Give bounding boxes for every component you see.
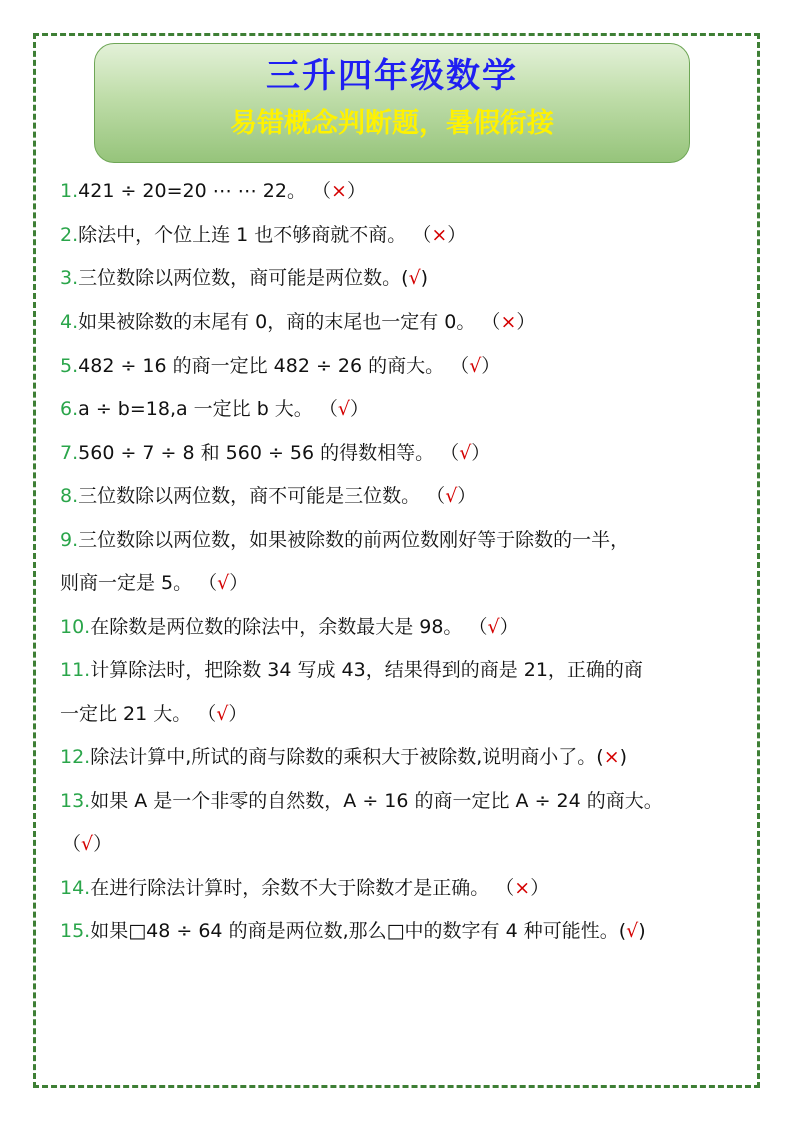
question-8 xyxy=(60,483,476,509)
question-text: 482 ÷ 16 的商一定比 482 ÷ 26 的商大。 （ xyxy=(78,355,470,377)
question-13-continued xyxy=(62,831,112,857)
question-10 xyxy=(60,614,519,640)
check-mark-answer: √ xyxy=(337,398,350,420)
closing-bracket: ） xyxy=(457,485,477,507)
question-text: 在除数是两位数的除法中，余数最大是 98。 （ xyxy=(90,616,488,638)
closing-bracket: ) xyxy=(619,746,628,768)
question-2 xyxy=(60,222,466,248)
cross-mark-answer: × xyxy=(500,311,517,333)
check-mark-answer: √ xyxy=(626,920,639,942)
question-1 xyxy=(60,178,366,204)
question-number: 12. xyxy=(60,746,91,768)
question-text: 在进行除法计算时，余数不大于除数才是正确。 （ xyxy=(90,877,515,899)
check-mark-answer: √ xyxy=(216,703,229,725)
check-mark-answer: √ xyxy=(217,572,230,594)
check-mark-answer: √ xyxy=(81,833,94,855)
page-subtitle: 易错概念判断题，暑假衔接 xyxy=(230,108,554,139)
question-text-continued: 一定比 21 大。 （ xyxy=(60,703,217,725)
question-number: 9. xyxy=(60,529,79,551)
closing-bracket: ) xyxy=(420,267,429,289)
closing-bracket: ) xyxy=(638,920,646,942)
question-number: 11. xyxy=(60,659,91,681)
cross-mark-answer: × xyxy=(331,180,347,202)
question-number: 4. xyxy=(60,311,79,333)
question-number: 2. xyxy=(60,224,79,246)
check-mark-answer: √ xyxy=(487,616,500,638)
question-number: 15. xyxy=(60,920,91,942)
question-text: 560 ÷ 7 ÷ 8 和 560 ÷ 56 的得数相等。 （ xyxy=(78,442,460,464)
check-mark-answer: √ xyxy=(445,485,458,507)
question-number: 6. xyxy=(60,398,79,420)
closing-bracket: ） xyxy=(481,355,501,377)
cross-mark-answer: × xyxy=(431,224,448,246)
question-text: 三位数除以两位数，商可能是两位数。( xyxy=(78,267,409,289)
closing-bracket: ） xyxy=(447,224,467,246)
question-12 xyxy=(60,744,627,770)
question-number: 14. xyxy=(60,877,91,899)
question-3 xyxy=(60,265,428,291)
closing-bracket: ） xyxy=(229,572,249,594)
question-7 xyxy=(60,440,490,466)
question-text: 421 ÷ 20=20 ⋯ ⋯ 22。 （ xyxy=(78,180,332,202)
question-13 xyxy=(60,788,663,814)
cross-mark-answer: × xyxy=(514,877,531,899)
page-title: 三升四年级数学 xyxy=(266,56,518,96)
question-text: 如果 A 是一个非零的自然数，A ÷ 16 的商一定比 A ÷ 24 的商大。 xyxy=(90,790,663,812)
opening-bracket: （ xyxy=(62,833,82,855)
question-9 xyxy=(60,527,629,553)
question-6 xyxy=(60,396,369,422)
question-9-continued xyxy=(60,570,248,596)
closing-bracket: ） xyxy=(471,442,491,464)
check-mark-answer: √ xyxy=(469,355,482,377)
closing-bracket: ） xyxy=(228,703,248,725)
closing-bracket: ） xyxy=(349,398,369,420)
cross-mark-answer: × xyxy=(603,746,620,768)
question-text: 如果□48 ÷ 64 的商是两位数,那么□中的数字有 4 种可能性。( xyxy=(90,920,627,942)
title-banner xyxy=(94,43,690,163)
question-number: 5. xyxy=(60,355,79,377)
question-5 xyxy=(60,353,500,379)
question-4 xyxy=(60,309,535,335)
question-number: 3. xyxy=(60,267,79,289)
closing-bracket: ） xyxy=(516,311,536,333)
question-14 xyxy=(60,875,549,901)
question-number: 8. xyxy=(60,485,79,507)
check-mark-answer: √ xyxy=(408,267,421,289)
closing-bracket: ） xyxy=(93,833,113,855)
closing-bracket: ） xyxy=(530,877,550,899)
question-text: a ÷ b=18,a 一定比 b 大。 （ xyxy=(78,398,338,420)
question-number: 7. xyxy=(60,442,79,464)
question-11 xyxy=(60,657,643,683)
question-11-continued xyxy=(60,701,247,727)
question-text-continued: 则商一定是 5。 （ xyxy=(60,572,218,594)
closing-bracket: ） xyxy=(499,616,519,638)
question-text: 除法计算中,所试的商与除数的乘积大于被除数,说明商小了。( xyxy=(90,746,604,768)
question-number: 1. xyxy=(60,180,79,202)
question-text: 三位数除以两位数，商不可能是三位数。 （ xyxy=(78,485,446,507)
question-text: 如果被除数的末尾有 0，商的末尾也一定有 0。 （ xyxy=(78,311,501,333)
question-number: 10. xyxy=(60,616,91,638)
question-text: 计算除法时，把除数 34 写成 43，结果得到的商是 21，正确的商 xyxy=(90,659,643,681)
question-text: 除法中，个位上连 1 也不够商就不商。 （ xyxy=(78,224,432,246)
closing-bracket: ） xyxy=(346,180,366,202)
question-number: 13. xyxy=(60,790,91,812)
question-text: 三位数除以两位数，如果被除数的前两位数刚好等于除数的一半， xyxy=(78,529,630,551)
check-mark-answer: √ xyxy=(459,442,472,464)
question-15 xyxy=(60,918,646,944)
